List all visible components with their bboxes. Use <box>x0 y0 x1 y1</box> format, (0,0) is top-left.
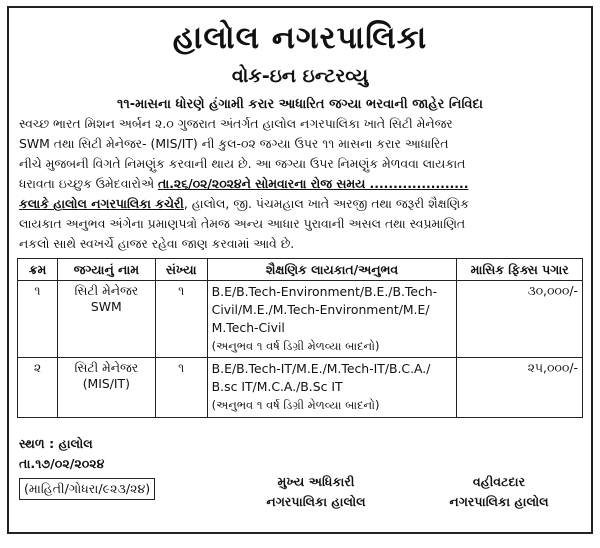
qualification-text: B.E/B.Tech-IT/M.E./M.Tech-IT/B.C.A./ B.sc IT/M.C.A./B.Sc IT <box>211 361 431 394</box>
header-no: ક્રમ <box>18 259 58 281</box>
signatory-2-office: નગરપાલિકા હાલોલ <box>449 494 549 509</box>
post-code: (MIS/IT) <box>82 376 130 391</box>
table-row <box>18 358 583 418</box>
row-salary: ૨૫,૦૦૦/- <box>457 358 583 418</box>
post-code: SWM <box>90 299 122 314</box>
row-no: ૨ <box>18 358 58 418</box>
body-line-7: નકલો સાથે સ્વખર્ચે હાજર રહેવા જાણ કરવામાં આવે છે. <box>19 236 295 251</box>
body-line-1: સ્વચ્છ ભારત મિશન અર્બન ૨.૦ ગુજરાત અંતર્ગત હાલોલ નગરપાલિકા ખાતે સિટી મેનેજર <box>19 116 453 131</box>
place-text: સ્થળ : હાલોલ <box>19 436 93 451</box>
row-post <box>57 358 155 418</box>
body-line-5 <box>19 194 581 214</box>
row-qualification <box>207 281 457 358</box>
notice-body <box>9 114 591 254</box>
body-line-4 <box>19 174 581 194</box>
date-text: તા.૧૭/૦૨/૨૦૨૪ <box>19 456 105 471</box>
signatory-2-title: વહીવટદાર <box>472 474 526 489</box>
header-salary: માસિક ફિક્સ પગાર <box>457 259 583 281</box>
posts-table <box>17 258 583 418</box>
signatory-1-title: મુખ્ય અધિકારી <box>277 474 355 489</box>
body-line-2: SWM તથા સિટી મેનેજર- (MIS/IT) ની કુલ-૦૨ જગ્યા ઉપર ૧૧ માસના કરાર આધારિત <box>19 136 449 151</box>
header-qualification: શૈક્ષણિક લાયકાત/અનુભવ <box>207 259 457 281</box>
signatory-chief-officer <box>241 472 391 512</box>
row-count: ૧ <box>155 358 207 418</box>
signatory-administrator <box>429 472 569 512</box>
table-row <box>18 281 583 358</box>
row-qualification <box>207 358 457 418</box>
experience-text: (અનુભવ ૧ વર્ષ ડિગ્રી મેળવ્યા બાદનો) <box>211 339 380 353</box>
notice-subtitle: વોક-ઇન ઇન્ટરવ્યુ <box>231 65 369 87</box>
experience-text: (અનુભવ ૧ વર્ષ ડિગ્રી મેળવ્યા બાદનો) <box>211 398 380 412</box>
header-post: જગ્યાનું નામ <box>57 259 155 281</box>
body-line-5-text: , હાલોલ, જી. પંચમહાલ ખાતે અરજી તથા જરૂરી શૈક્ષણિક <box>183 196 469 211</box>
interview-date: તા.૨૬/૦૨/૨૦૨૪ને સોમવારના રોજ સમય ..................... <box>157 176 469 191</box>
notice-heading: ૧૧-માસના ધોરણે હંગામી કરાર આધારિત જગ્યા ભરવાની જાહેર નિવિદા <box>117 97 483 112</box>
body-line-3: નીચે મુજબની વિગતે નિમણુંક કરવાની થાય છે. આ જગ્યા ઉપર નિમણુંક મેળવવા લાયકાત <box>19 156 466 171</box>
row-count: ૧ <box>155 281 207 358</box>
reference-tag: (માહિતી/ગોધરા/૯૨૩/૨૪) <box>19 478 155 500</box>
notice-page <box>7 6 593 534</box>
notice-footer <box>9 434 591 526</box>
row-no: ૧ <box>18 281 58 358</box>
header-count: સંખ્યા <box>155 259 207 281</box>
post-name: સિટી મેનેજર <box>74 360 139 375</box>
row-salary: ૩૦,૦૦૦/- <box>457 281 583 358</box>
table-header-row <box>18 259 583 281</box>
body-line-4-text: ધરાવતા ઇચ્છુક ઉમેદવારોએ <box>19 176 158 191</box>
footer-left <box>19 434 155 500</box>
body-line-6: લાયકાત અનુભવ અંગેના પ્રમાણપત્રો તેમજ અન્ય આધાર પુરાવાની અસલ તથા સ્વપ્રમાણિત <box>19 216 466 231</box>
interview-venue: કલાકે હાલોલ નગરપાલિકા કચેરી <box>19 196 184 211</box>
row-post <box>57 281 155 358</box>
signatory-1-office: નગરપાલિકા હાલોલ <box>266 494 366 509</box>
post-name: સિટી મેનેજર <box>74 283 139 298</box>
qualification-text: B.E/B.Tech-Environment/B.E./B.Tech-Civil/M.E./M.Tech-Environment/M.E/ M.Tech-Civil <box>211 284 438 335</box>
notice-title: હાલોલ નગરપાલિકા <box>172 20 428 56</box>
